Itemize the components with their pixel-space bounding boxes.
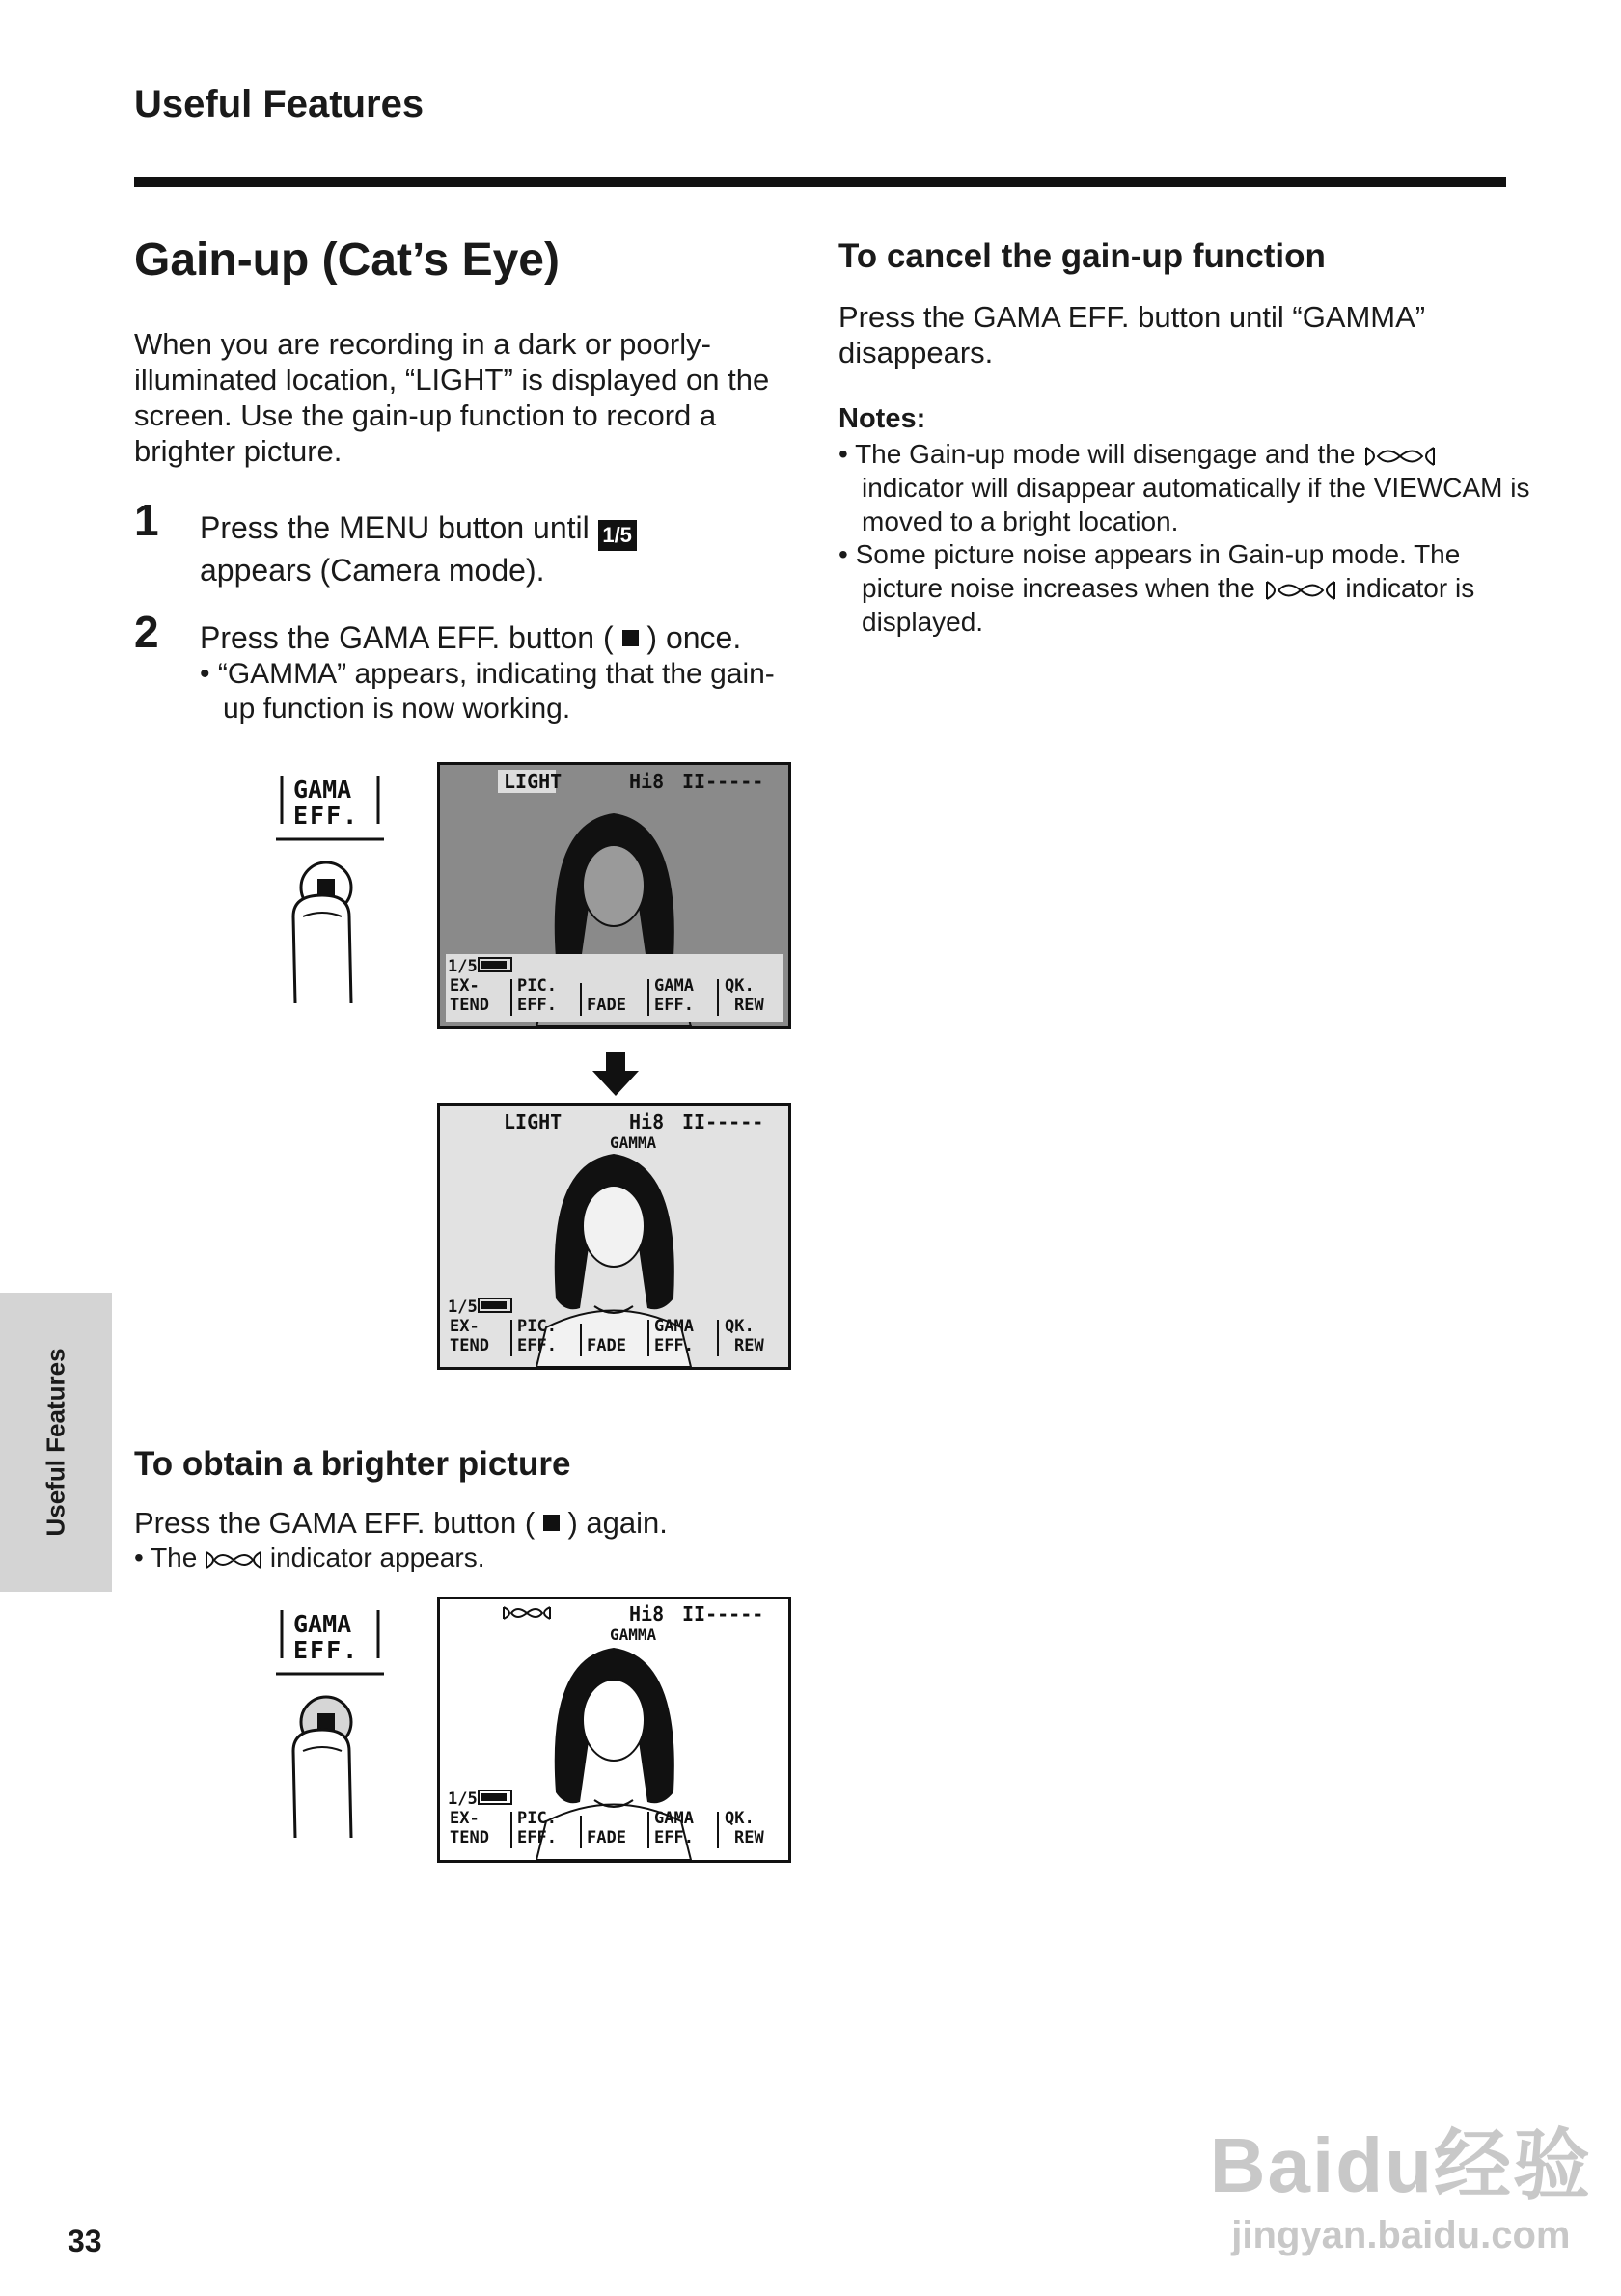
section-title: Gain-up (Cat’s Eye) — [134, 234, 560, 286]
osd-menu-4-bottom: REW — [734, 996, 764, 1015]
note-item-2-a: Some picture noise appears in Gain-up mode. The picture noise increases when the — [855, 539, 1461, 603]
osd-light: LIGHT — [504, 1110, 563, 1134]
cancel-title: To cancel the gain-up function — [838, 237, 1326, 275]
step-1-text — [200, 508, 740, 589]
osd-menu-2-bottom: FADE — [587, 1828, 626, 1847]
page-number: 33 — [68, 2224, 102, 2258]
osd-hi8: Hi8 — [629, 1602, 665, 1626]
button-label-bottom: EFF. — [293, 1636, 360, 1664]
gama-eff-button-illustration — [274, 772, 386, 1003]
brighter-text — [134, 1505, 810, 1541]
brighter-bullet-b: indicator appears. — [269, 1543, 485, 1572]
note-item-1-a: The Gain-up mode will disengage and the — [855, 439, 1356, 469]
osd-page: 1/5 — [448, 957, 478, 976]
osd-menu-4-top: QK. — [725, 1809, 755, 1828]
osd-menu-4-top: QK. — [725, 1317, 755, 1336]
step-2-text-a: Press the GAMA EFF. button ( — [200, 620, 614, 655]
brighter-bullet-a: • The — [134, 1543, 198, 1572]
viewfinder-screen-cats-eye — [437, 1597, 791, 1863]
osd-menu-3-bottom: EFF. — [654, 1828, 694, 1847]
cats-eye-icon — [205, 1548, 262, 1572]
watermark-url: jingyan.baidu.com — [1231, 2214, 1571, 2256]
osd-menu-1-top: PIC. — [517, 1809, 557, 1828]
osd-menu-3-bottom: EFF. — [654, 1336, 694, 1355]
osd-menu-4-bottom: REW — [734, 1336, 764, 1355]
osd-menu-2-bottom: FADE — [587, 996, 626, 1015]
side-tab-label: Useful Features — [41, 1348, 70, 1537]
finger-press-icon — [293, 895, 351, 1003]
brighter-text-a: Press the GAMA EFF. button ( — [134, 1506, 536, 1540]
osd-menu-0-bottom: TEND — [450, 1336, 489, 1355]
brighter-bullet — [134, 1541, 810, 1575]
note-item-2-b: indicator is displayed. — [862, 573, 1475, 637]
osd-tape-counter: II----- — [682, 1110, 764, 1134]
stop-square-icon — [622, 630, 639, 646]
osd-page: 1/5 — [448, 1298, 478, 1317]
header-title: Useful Features — [134, 83, 425, 125]
stop-square-icon — [543, 1515, 560, 1531]
button-label-bottom: EFF. — [293, 802, 360, 830]
cats-eye-icon — [1362, 444, 1438, 469]
step-1-text-b: appears (Camera mode). — [200, 553, 545, 588]
stop-square-icon — [317, 1713, 335, 1731]
osd-menu-3-bottom: EFF. — [654, 996, 694, 1015]
button-label-top: GAMA — [293, 776, 352, 804]
osd-menu-1-top: PIC. — [517, 976, 557, 996]
note-item-2: • Some picture noise appears in Gain-up mode. The picture noise increases when the indicator is displayed. — [838, 539, 1475, 637]
cancel-text: Press the GAMA EFF. button until “GAMMA” disappears. — [838, 300, 1426, 369]
osd-menu-0-top: EX- — [450, 1317, 480, 1336]
watermark-logo: Baidu经验 — [1209, 2122, 1592, 2208]
osd-page: 1/5 — [448, 1790, 478, 1809]
osd-menu-4-bottom: REW — [734, 1828, 764, 1847]
brighter-title: To obtain a brighter picture — [134, 1445, 571, 1483]
osd-hi8: Hi8 — [629, 770, 665, 793]
viewfinder-screen-gamma — [437, 1103, 791, 1370]
osd-menu-1-bottom: EFF. — [517, 1828, 557, 1847]
osd-menu-0-top: EX- — [450, 1809, 480, 1828]
step-2-bullet: • “GAMMA” appears, indicating that the gain-up function is now working. — [200, 658, 775, 724]
stop-square-icon — [317, 879, 335, 896]
osd-menu-3-top: GAMA — [654, 1317, 694, 1336]
intro-paragraph: When you are recording in a dark or poorly-illuminated location, “LIGHT” is displayed on the screen. Use the gain-up function to record a brighter picture. — [134, 327, 770, 468]
osd-gamma: GAMMA — [610, 1626, 657, 1644]
step-2-number: 2 — [134, 607, 159, 657]
step-2-text-b: ) once. — [646, 620, 742, 655]
notes-title: Notes: — [838, 403, 926, 434]
watermark — [1210, 2103, 1592, 2257]
osd-menu-0-top: EX- — [450, 976, 480, 996]
osd-menu-4-top: QK. — [725, 976, 755, 996]
osd-menu-1-top: PIC. — [517, 1317, 557, 1336]
cats-eye-icon — [1263, 578, 1338, 603]
osd-menu-0-bottom: TEND — [450, 1828, 489, 1847]
note-item-1: • The Gain-up mode will disengage and the indicator will disappear automatically if the VIEWCAM is moved to a bright location. — [838, 439, 1530, 536]
side-tab — [0, 1293, 112, 1592]
osd-gamma: GAMMA — [610, 1134, 657, 1152]
osd-menu-1-bottom: EFF. — [517, 1336, 557, 1355]
viewfinder-screen-dark — [437, 762, 791, 1029]
osd-menu-3-top: GAMA — [654, 1809, 694, 1828]
osd-menu-1-bottom: EFF. — [517, 996, 557, 1015]
menu-page-icon: 1/5 — [598, 520, 637, 551]
step-1-number: 1 — [134, 495, 159, 545]
step-1-text-a: Press the MENU button until — [200, 510, 590, 545]
osd-menu-2-bottom: FADE — [587, 1336, 626, 1355]
brighter-text-b: ) again. — [567, 1506, 668, 1540]
arrow-down-icon — [592, 1052, 639, 1096]
header-rule — [134, 177, 1506, 187]
button-label-top: GAMA — [293, 1610, 352, 1638]
osd-tape-counter: II----- — [682, 770, 764, 793]
note-item-1-b: indicator will disappear automatically if the VIEWCAM is moved to a bright location. — [862, 473, 1530, 536]
osd-menu-0-bottom: TEND — [450, 996, 489, 1015]
gama-eff-button-illustration — [274, 1606, 386, 1838]
step-2-text — [200, 618, 817, 657]
osd-tape-counter: II----- — [682, 1602, 764, 1626]
osd-menu-3-top: GAMA — [654, 976, 694, 996]
osd-light: LIGHT — [504, 770, 563, 793]
osd-hi8: Hi8 — [629, 1110, 665, 1134]
finger-press-icon — [293, 1730, 351, 1838]
